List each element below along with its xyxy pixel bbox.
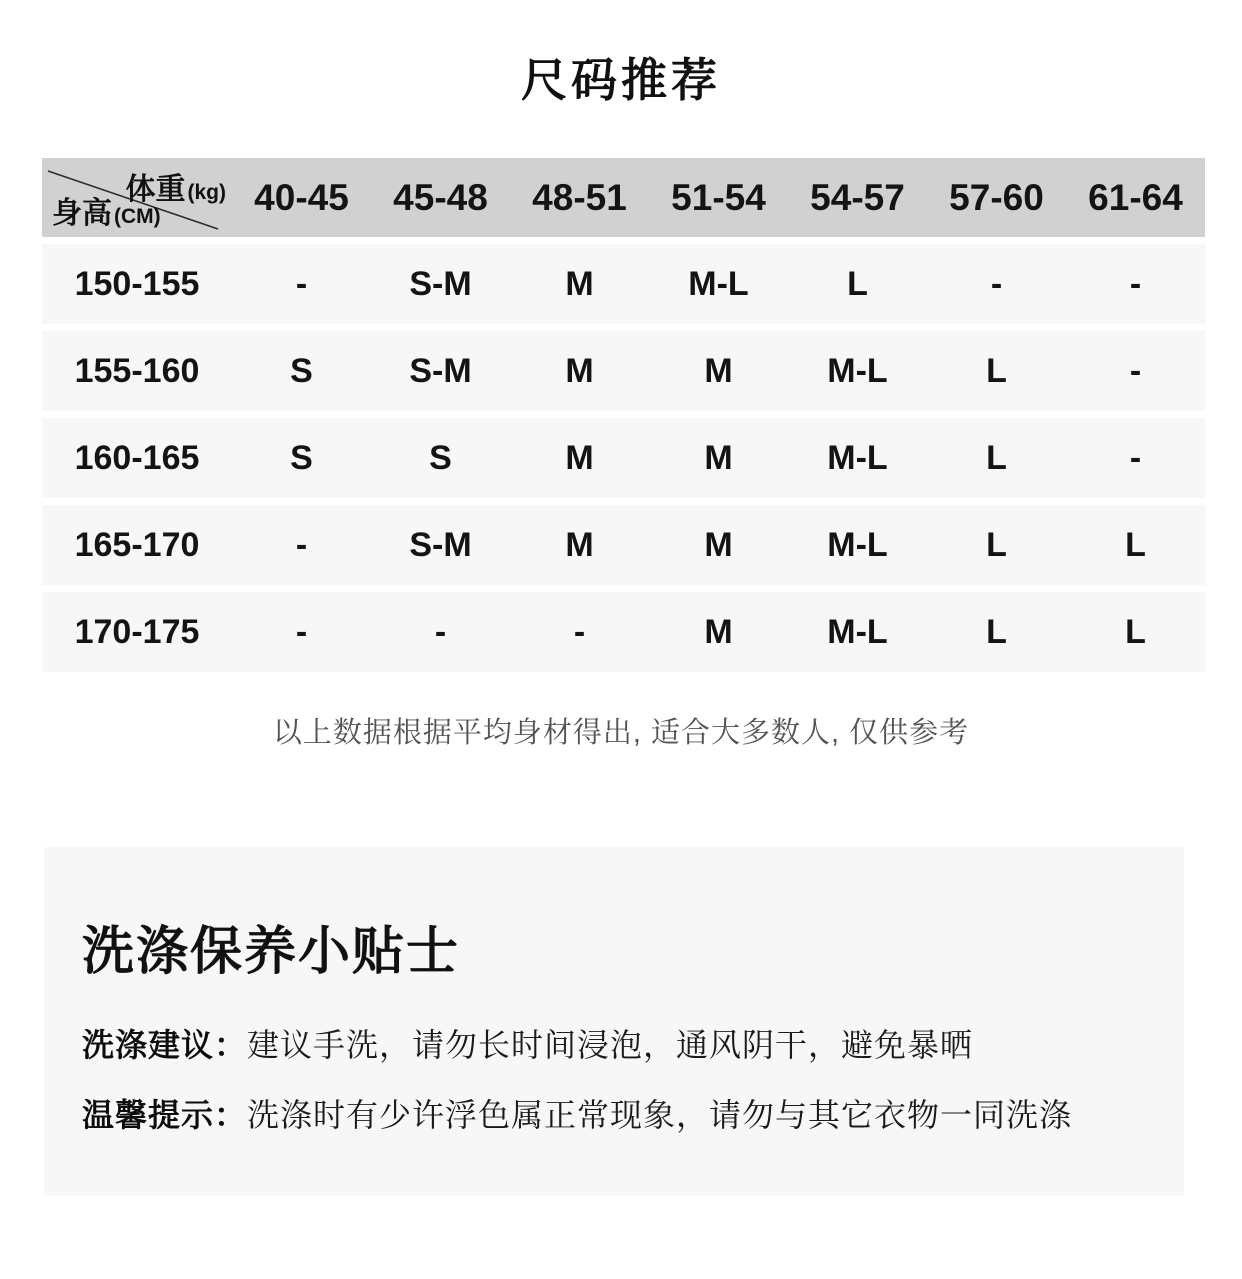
height-row-header: 165-170 bbox=[42, 505, 232, 585]
size-cell: - bbox=[510, 592, 649, 672]
size-cell: - bbox=[232, 505, 371, 585]
size-cell: L bbox=[1066, 592, 1205, 672]
care-tip-label: 温馨提示： bbox=[82, 1097, 248, 1133]
height-text: 身高 bbox=[52, 197, 112, 230]
size-cell: S bbox=[371, 418, 510, 498]
size-cell: M bbox=[649, 592, 788, 672]
size-table-note: 以上数据根据平均身材得出, 适合大多数人, 仅供参考 bbox=[272, 717, 970, 749]
size-cell: S-M bbox=[371, 505, 510, 585]
size-cell: M-L bbox=[788, 418, 927, 498]
height-row-header: 170-175 bbox=[42, 592, 232, 672]
size-cell: M-L bbox=[649, 244, 788, 324]
size-cell: L bbox=[788, 244, 927, 324]
size-cell: L bbox=[927, 331, 1066, 411]
table-corner-cell bbox=[42, 158, 232, 237]
page-title: 尺码推荐 bbox=[521, 54, 721, 106]
size-cell: - bbox=[1066, 418, 1205, 498]
weight-column-header: 54-57 bbox=[788, 158, 927, 237]
weight-column-header: 48-51 bbox=[510, 158, 649, 237]
care-tips-panel bbox=[44, 847, 1184, 1196]
care-tip-text: 建议手洗，请勿长时间浸泡，通风阴干，避免暴晒 bbox=[247, 1027, 974, 1063]
size-cell: M-L bbox=[788, 505, 927, 585]
weight-column-header: 40-45 bbox=[232, 158, 371, 237]
care-tip-washing bbox=[82, 1022, 1144, 1068]
size-cell: - bbox=[371, 592, 510, 672]
care-tip-reminder bbox=[82, 1092, 1144, 1138]
size-cell: S-M bbox=[371, 244, 510, 324]
size-cell: L bbox=[927, 505, 1066, 585]
size-cell: S-M bbox=[371, 331, 510, 411]
care-tips-title: 洗涤保养小贴士 bbox=[82, 923, 461, 981]
weight-column-header: 51-54 bbox=[649, 158, 788, 237]
size-cell: S bbox=[232, 418, 371, 498]
size-cell: S bbox=[232, 331, 371, 411]
height-unit: (CM) bbox=[114, 205, 161, 228]
height-row-header: 155-160 bbox=[42, 331, 232, 411]
size-cell: L bbox=[927, 592, 1066, 672]
care-tip-label: 洗涤建议： bbox=[82, 1027, 248, 1063]
size-recommendation-table bbox=[42, 158, 1205, 672]
height-row-header: 160-165 bbox=[42, 418, 232, 498]
size-cell: M bbox=[510, 331, 649, 411]
size-cell: M bbox=[510, 505, 649, 585]
height-row-header: 150-155 bbox=[42, 244, 232, 324]
size-cell: M bbox=[649, 331, 788, 411]
size-cell: M bbox=[649, 418, 788, 498]
size-cell: M bbox=[649, 505, 788, 585]
weight-column-header: 45-48 bbox=[371, 158, 510, 237]
weight-column-header: 61-64 bbox=[1066, 158, 1205, 237]
size-cell: - bbox=[1066, 244, 1205, 324]
size-cell: L bbox=[1066, 505, 1205, 585]
size-cell: L bbox=[927, 418, 1066, 498]
size-cell: M-L bbox=[788, 592, 927, 672]
size-cell: M bbox=[510, 418, 649, 498]
size-cell: - bbox=[232, 592, 371, 672]
corner-height-label bbox=[52, 188, 161, 232]
weight-text: 体重 bbox=[125, 173, 186, 206]
size-cell: - bbox=[927, 244, 1066, 324]
size-cell: M bbox=[510, 244, 649, 324]
weight-unit: (kg) bbox=[187, 181, 226, 204]
size-cell: - bbox=[1066, 331, 1205, 411]
weight-column-header: 57-60 bbox=[927, 158, 1066, 237]
size-cell: M-L bbox=[788, 331, 927, 411]
care-tip-text: 洗涤时有少许浮色属正常现象，请勿与其它衣物一同洗涤 bbox=[247, 1097, 1073, 1133]
size-cell: - bbox=[232, 244, 371, 324]
